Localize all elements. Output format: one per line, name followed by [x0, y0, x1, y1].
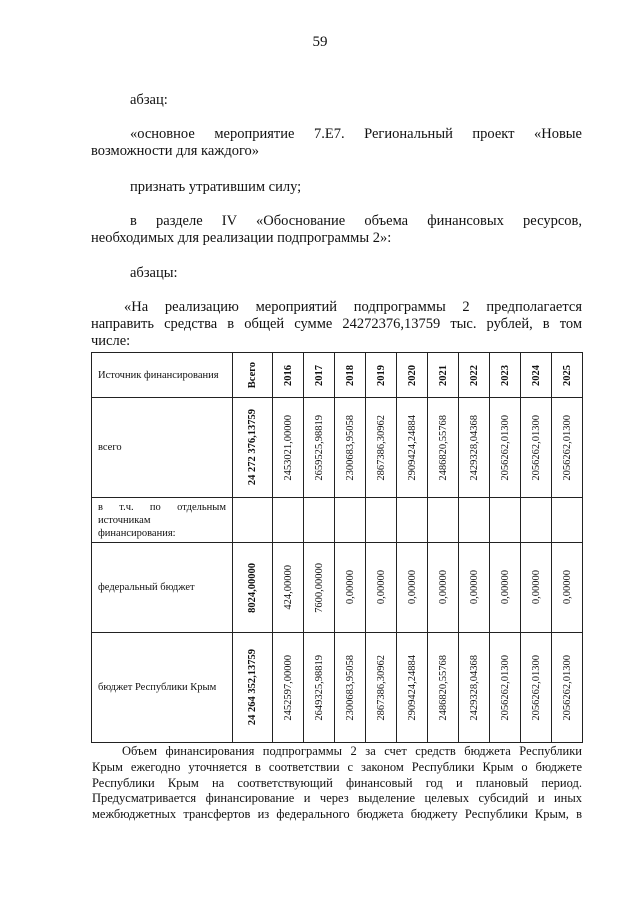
- header-year: 2019: [375, 364, 387, 386]
- table-cell: 2867386,30962: [375, 414, 387, 481]
- table-header-row: [92, 353, 583, 398]
- row-label: бюджет Республики Крым: [92, 633, 233, 743]
- table-cell: 2649325,98819: [313, 654, 325, 721]
- table-row: [92, 543, 583, 633]
- paragraph-line: числе:: [91, 333, 131, 349]
- header-year: 2017: [313, 364, 325, 386]
- footer-line: Предусматривается финансирование и через выделение целевых субсидий и иных: [92, 791, 582, 806]
- paragraph-line: «основное мероприятие 7.Е7. Региональный проект «Новые: [130, 126, 582, 142]
- table-cell: 2300683,95058: [344, 414, 356, 481]
- header-year: 2022: [468, 364, 480, 386]
- row-total: 8024,00000: [247, 562, 258, 613]
- paragraph-line: направить средства в общей сумме 24272376,13759 тыс. рублей, в том: [91, 316, 582, 332]
- table-cell: 0,00000: [530, 570, 542, 605]
- paragraph-line: возможности для каждого»: [91, 143, 260, 159]
- table-cell: 2453021,00000: [282, 414, 294, 481]
- table-cell: 2056262,01300: [561, 414, 573, 481]
- footer-line: межбюджетных трансфертов из федерального бюджета бюджету Республики Крым, в: [92, 807, 582, 822]
- paragraph-line: абзацы:: [130, 265, 178, 281]
- table-cell: 2429328,04368: [468, 654, 480, 721]
- footer-paragraph: [92, 744, 582, 823]
- table-cell: 2056262,01300: [561, 654, 573, 721]
- table-cell: 2300683,95058: [344, 654, 356, 721]
- table-cell: 2486820,55768: [437, 414, 449, 481]
- header-year: 2018: [344, 364, 356, 386]
- table-cell: 0,00000: [344, 570, 356, 605]
- header-year: 2025: [561, 364, 573, 386]
- footer-line: Республики Крым на соответствующий финансовый год и плановый период.: [92, 775, 582, 790]
- table-cell: 0,00000: [561, 570, 573, 605]
- row-label: федеральный бюджет: [92, 543, 233, 633]
- table-cell: 0,00000: [468, 570, 480, 605]
- table-cell: 424,00000: [282, 565, 294, 610]
- header-year: 2023: [499, 364, 511, 386]
- table-cell: 2056262,01300: [499, 654, 511, 721]
- table-cell: 2452597,00000: [282, 654, 294, 721]
- table-cell: 2659525,98819: [313, 414, 325, 481]
- table-row: [92, 633, 583, 743]
- paragraph-line: абзац:: [130, 92, 168, 108]
- table-cell: 0,00000: [437, 570, 449, 605]
- header-year: 2024: [530, 364, 542, 386]
- table-cell: 0,00000: [406, 570, 418, 605]
- table-cell: 2429328,04368: [468, 414, 480, 481]
- row-label: в т.ч. по отдельным источникам финансирования:: [92, 498, 233, 543]
- table-row: [92, 498, 583, 543]
- footer-line: Крым ежегодно уточняется в соответствии с законом Республики Крым о бюджете: [92, 759, 582, 774]
- table-cell: 2867386,30962: [375, 654, 387, 721]
- table-cell: 0,00000: [375, 570, 387, 605]
- row-label: всего: [92, 398, 233, 498]
- row-total: 24 264 352,13759: [247, 649, 258, 726]
- table-cell: 2056262,01300: [530, 654, 542, 721]
- paragraph-line: «На реализацию мероприятий подпрограммы 2 предполагается: [124, 299, 582, 315]
- table-row: [92, 398, 583, 498]
- paragraph-line: необходимых для реализации подпрограммы 2»:: [91, 230, 392, 246]
- paragraph-line: признать утратившим силу;: [130, 179, 302, 195]
- footer-line: Объем финансирования подпрограммы 2 за счет средств бюджета Республики: [122, 744, 582, 758]
- row-total: 24 272 376,13759: [247, 409, 258, 486]
- header-year: 2021: [437, 364, 449, 386]
- paragraph-line: в разделе IV «Обоснование объема финансовых ресурсов,: [130, 213, 582, 229]
- table-cell: 0,00000: [499, 570, 511, 605]
- header-year: 2020: [406, 364, 418, 386]
- table-cell: 2056262,01300: [499, 414, 511, 481]
- page-number: 59: [312, 34, 328, 50]
- table-cell: 2909424,24884: [406, 654, 418, 721]
- header-total: Всего: [247, 361, 258, 389]
- table-cell: 7600,00000: [313, 562, 325, 613]
- table-cell: 2486820,55768: [437, 654, 449, 721]
- table-cell: 2056262,01300: [530, 414, 542, 481]
- financing-table: [91, 352, 583, 743]
- table-cell: 2909424,24884: [406, 414, 418, 481]
- header-year: 2016: [282, 364, 294, 386]
- header-source: Источник финансирования: [92, 353, 233, 398]
